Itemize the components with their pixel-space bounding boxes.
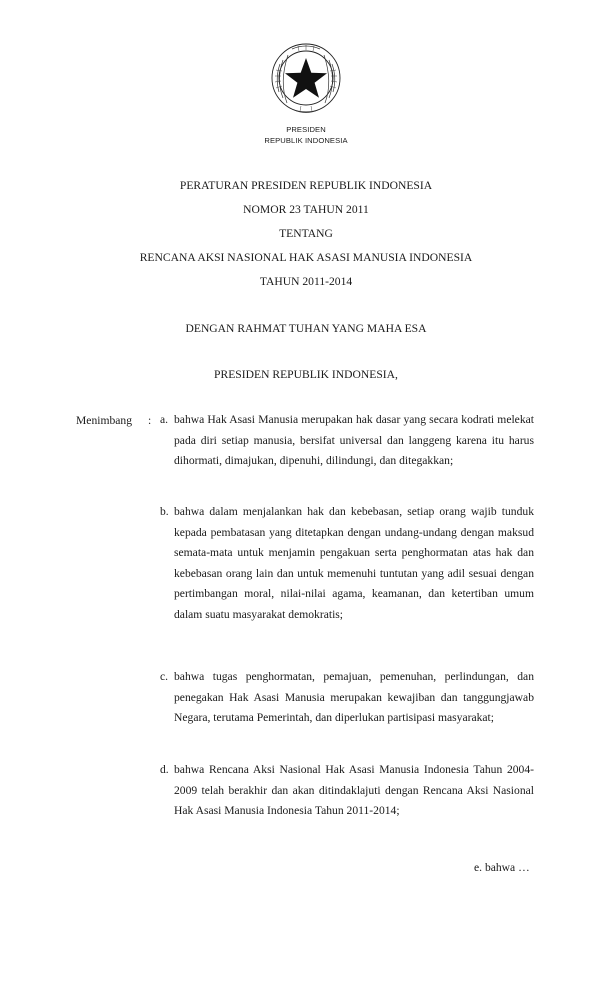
menimbang-label: Menimbang (76, 414, 133, 427)
emblem-caption-presiden: PRESIDEN (286, 125, 326, 134)
consideration-item-a (160, 410, 534, 472)
item-letter: d. (160, 763, 169, 776)
consideration-item-c (160, 667, 534, 729)
garuda-emblem-icon (266, 40, 346, 116)
regulation-tentang: TENTANG (279, 227, 333, 240)
item-letter: c. (160, 670, 169, 683)
regulation-subject: RENCANA AKSI NASIONAL HAK ASASI MANUSIA INDONESIA (139, 251, 473, 264)
next-page-marker: e. bahwa … (474, 861, 530, 874)
item-letter: a. (160, 413, 169, 426)
menimbang-colon: : (148, 414, 152, 427)
consideration-item-d (160, 760, 534, 822)
regulation-title: PERATURAN PRESIDEN REPUBLIK INDONESIA (179, 179, 433, 192)
item-text: bahwa Rencana Aksi Nasional Hak Asasi Manusia Indonesia Tahun 2004-2009 telah berakhir dan akan ditindaklajuti dengan Rencana Aksi Nasional Hak Asasi Manusia Indonesia Tahun 2011-2014; (174, 763, 534, 818)
issuer-heading: PRESIDEN REPUBLIK INDONESIA, (214, 368, 398, 381)
item-letter: b. (160, 505, 169, 518)
item-text: bahwa Hak Asasi Manusia merupakan hak dasar yang secara kodrati melekat pada diri setiap manusia, bersifat universal dan langgeng karena itu harus dihormati, dimajukan, dipenuhi, dilindungi, dan ditegakkan; (174, 413, 534, 468)
regulation-number: NOMOR 23 TAHUN 2011 (243, 203, 369, 216)
item-text: bahwa dalam menjalankan hak dan kebebasan, setiap orang wajib tunduk kepada pembatasan yang ditetapkan dengan undang-undang dengan maksud semata-mata untuk menjamin pengakuan serta penghormatan atas hak dan kebebasan orang lain dan untuk memenuhi tuntutan yang adil sesuai dengan pertimbangan moral, nilai-nilai agama, keamanan, dan ketertiban umum dalam suatu masyarakat demokratis; (174, 505, 534, 621)
regulation-period: TAHUN 2011-2014 (259, 275, 353, 288)
emblem-caption-republik: REPUBLIK INDONESIA (264, 136, 348, 145)
preamble-heading: DENGAN RAHMAT TUHAN YANG MAHA ESA (185, 322, 427, 335)
item-text: bahwa tugas penghormatan, pemajuan, pemenuhan, perlindungan, dan penegakan Hak Asasi Manusia merupakan kewajiban dan tanggungjawab Negara, terutama Pemerintah, dan diperlukan partisipasi masyarakat; (174, 670, 534, 725)
consideration-item-b (160, 502, 534, 626)
